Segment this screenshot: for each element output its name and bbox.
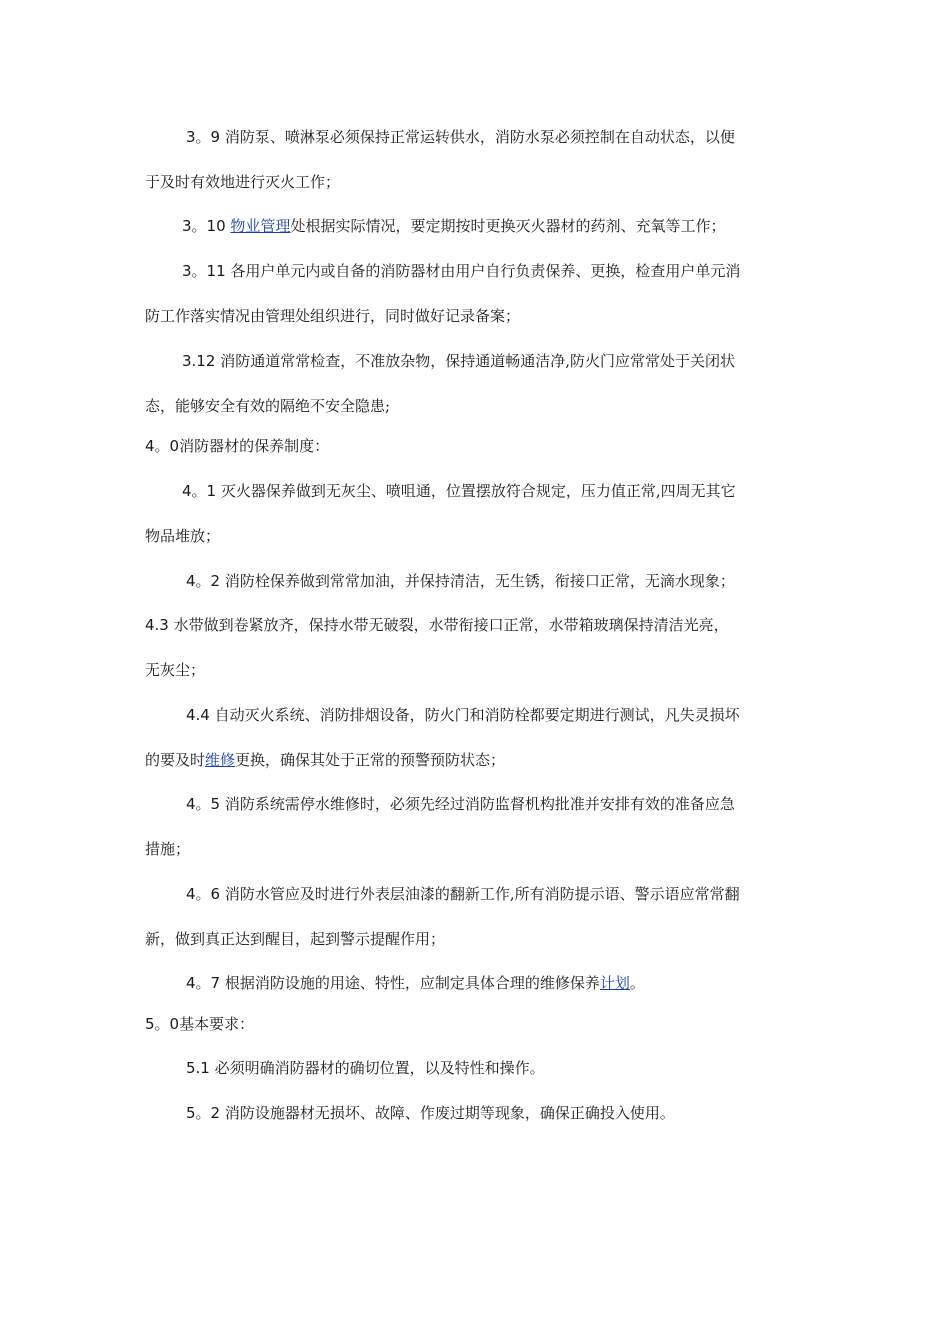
paragraph-text: 必须明确消防器材的确切位置，以及特性和操作。 <box>214 1059 545 1077</box>
paragraph-4-6-line-1 <box>186 884 740 904</box>
paragraph-4-2 <box>186 571 735 591</box>
paragraph-text: 根据消防设施的用途、特性，应制定具体合理的维修保养 <box>224 974 600 992</box>
paragraph-text: 新，做到真正达到醒目，起到警示提醒作用； <box>145 930 446 948</box>
section-number: 4。0 <box>145 437 180 455</box>
paragraph-4-5-line-1 <box>186 794 735 814</box>
paragraph-5-1 <box>186 1058 545 1078</box>
paragraph-text: 更换，确保其处于正常的预警预防状态； <box>235 751 506 769</box>
paragraph-text: 于及时有效地进行灭火工作； <box>145 173 341 191</box>
section-number: 4。6 <box>186 885 221 903</box>
paragraph-text: 物品堆放； <box>145 527 221 545</box>
paragraph-text: 措施； <box>145 840 191 858</box>
section-number: 3.12 <box>182 352 216 370</box>
paragraph-text: 各用户单元内或自备的消防器材由用户自行负责保养、更换，检查用户单元消 <box>230 262 741 280</box>
section-number: 5。2 <box>186 1104 221 1122</box>
paragraph-5-2 <box>186 1103 675 1123</box>
section-heading-4-0 <box>145 436 329 456</box>
paragraph-text: 消防设施器材无损坏、故障、作废过期等现象，确保正确投入使用。 <box>224 1104 675 1122</box>
paragraph-4-5-line-2 <box>145 839 190 859</box>
paragraph-text: 消防通道常常检查，不准放杂物，保持通道畅通洁净,防火门应常常处于关闭状 <box>220 352 735 370</box>
section-number: 4.3 <box>145 616 169 634</box>
section-number: 5。0 <box>145 1015 180 1033</box>
paragraph-4-1-line-2 <box>145 526 220 546</box>
plan-link[interactable]: 计划 <box>599 974 630 992</box>
paragraph-3-12-line-2 <box>145 396 390 416</box>
paragraph-text: 消防系统需停水维修时，必须先经过消防监督机构批准并安排有效的准备应急 <box>224 795 735 813</box>
paragraph-text: 。 <box>629 974 645 992</box>
section-number: 4。2 <box>186 572 221 590</box>
paragraph-3-11-line-1 <box>182 261 740 281</box>
section-number: 4。7 <box>186 974 221 992</box>
section-number: 3。9 <box>186 128 221 146</box>
paragraph-text: 态，能够安全有效的隔绝不安全隐患; <box>145 397 391 415</box>
paragraph-text: 消防水管应及时进行外表层油漆的翻新工作,所有消防提示语、警示语应常常翻 <box>224 885 740 903</box>
section-heading-5-0 <box>145 1014 254 1034</box>
paragraph-4-3-line-1 <box>145 615 729 635</box>
section-number: 3。11 <box>182 262 226 280</box>
paragraph-4-1-line-1 <box>182 481 736 501</box>
paragraph-4-6-line-2 <box>145 929 445 949</box>
paragraph-text: 无灰尘； <box>145 661 206 679</box>
section-number: 4。5 <box>186 795 221 813</box>
paragraph-3-12-line-1 <box>182 351 735 371</box>
paragraph-text: 的要及时 <box>145 751 206 769</box>
section-title: 基本要求： <box>179 1015 255 1033</box>
paragraph-text: 自动灭火系统、消防排烟设备，防火门和消防栓都要定期进行测试，凡失灵损坏 <box>214 706 740 724</box>
section-number: 4.4 <box>186 706 210 724</box>
paragraph-text: 防工作落实情况由管理处组织进行，同时做好记录备案； <box>145 307 521 325</box>
section-number: 4。1 <box>182 482 217 500</box>
paragraph-text: 灭火器保养做到无灰尘、喷咀通，位置摆放符合规定，压力值正常,四周无其它 <box>220 482 736 500</box>
paragraph-text: 消防泵、喷淋泵必须保持正常运转供水，消防水泵必须控制在自动状态，以便 <box>224 128 735 146</box>
section-title: 消防器材的保养制度： <box>179 437 330 455</box>
section-number: 5.1 <box>186 1059 210 1077</box>
paragraph-3-9-line-2 <box>145 172 340 192</box>
paragraph-text: 消防栓保养做到常常加油，并保持清洁，无生锈，衔接口正常，无滴水现象； <box>224 572 735 590</box>
paragraph-4-4-line-2 <box>145 750 505 770</box>
paragraph-3-10 <box>182 216 725 236</box>
section-number: 3。10 <box>182 217 226 235</box>
paragraph-3-9-line-1 <box>186 127 735 147</box>
paragraph-4-7 <box>186 973 645 993</box>
property-management-link[interactable]: 物业管理 <box>230 217 291 235</box>
paragraph-text: 水带做到卷紧放齐，保持水带无破裂，水带衔接口正常，水带箱玻璃保持清洁光亮， <box>173 616 729 634</box>
paragraph-4-3-line-2 <box>145 660 205 680</box>
paragraph-4-4-line-1 <box>186 705 740 725</box>
paragraph-3-11-line-2 <box>145 306 520 326</box>
maintenance-link[interactable]: 维修 <box>205 751 236 769</box>
paragraph-text: 处根据实际情况，要定期按时更换灭火器材的药剂、充氧等工作； <box>290 217 726 235</box>
